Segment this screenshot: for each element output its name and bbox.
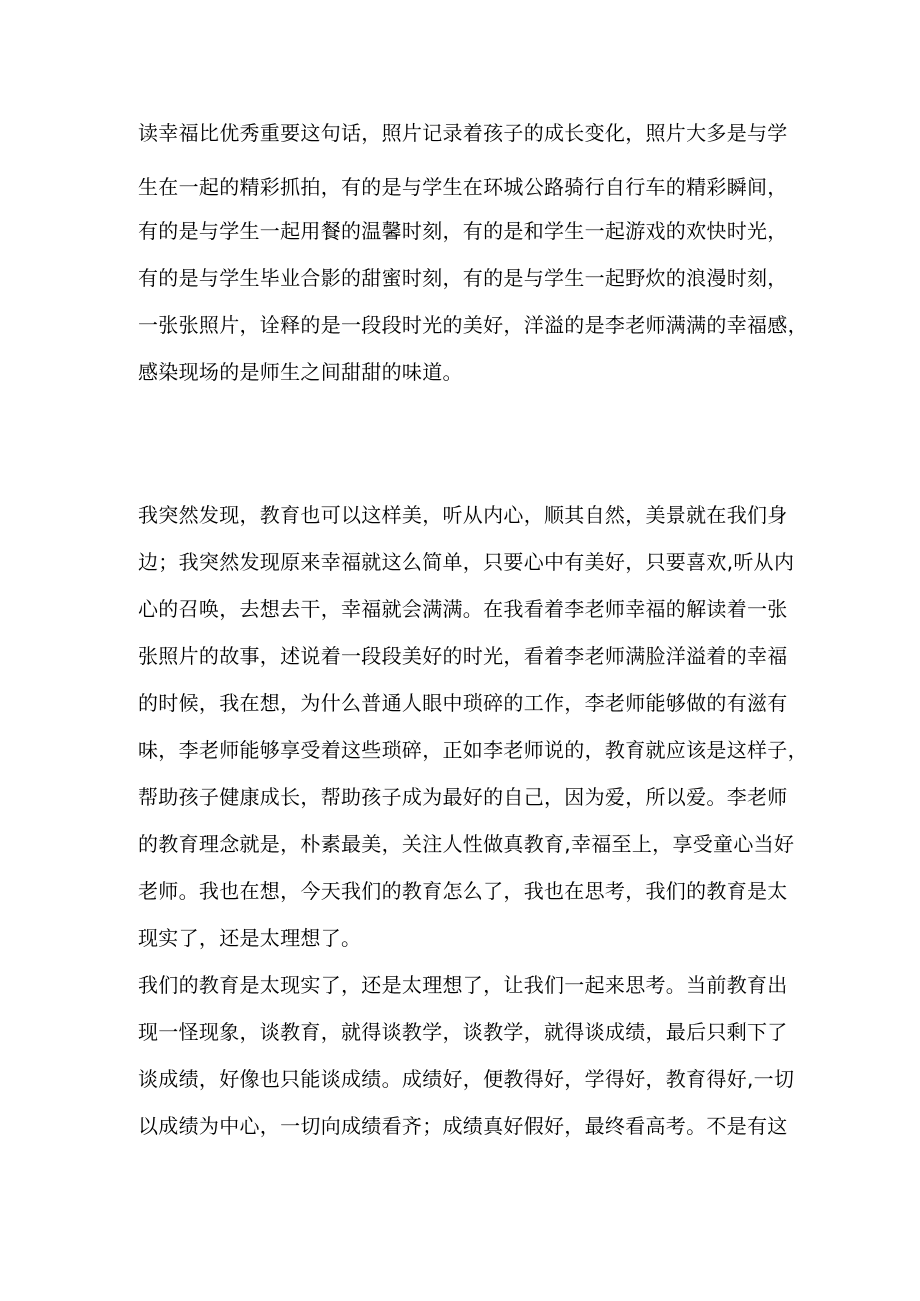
text-line: 谈成绩，好像也只能谈成绩。成绩好，便教得好，学得好，教育得好,一切 <box>138 1067 795 1091</box>
text-line: 感染现场的是师生之间甜甜的味道。 <box>138 360 463 384</box>
text-line: 读幸福比优秀重要这句话，照片记录着孩子的成长变化，照片大多是与学 <box>138 121 788 145</box>
text-line: 一张张照片，诠释的是一段段时光的美好，洋溢的是李老师满满的幸福感， <box>138 313 808 337</box>
text-line: 现实了，还是太理想了。 <box>138 926 362 950</box>
text-line: 现一怪现象，谈教育，就得谈教学，谈教学，就得谈成绩，最后只剩下了 <box>138 1020 788 1044</box>
text-line: 心的召唤，去想去干，幸福就会满满。在我看着李老师幸福的解读着一张 <box>138 597 788 621</box>
text-line: 的时候，我在想，为什么普通人眼中琐碎的工作，李老师能够做的有滋有 <box>138 691 788 715</box>
text-line: 的教育理念就是，朴素最美，关注人性做真教育,幸福至上，享受童心当好 <box>138 832 795 856</box>
text-line: 老师。我也在想，今天我们的教育怎么了，我也在思考，我们的教育是太 <box>138 879 788 903</box>
text-line: 有的是与学生毕业合影的甜蜜时刻，有的是与学生一起野炊的浪漫时刻， <box>138 266 788 290</box>
text-line: 张照片的故事，述说着一段段美好的时光，看着李老师满脸洋溢着的幸福 <box>138 644 788 668</box>
text-line: 味，李老师能够享受着这些琐碎，正如李老师说的，教育就应该是这样子， <box>138 738 808 762</box>
text-line: 帮助孩子健康成长，帮助孩子成为最好的自己，因为爱，所以爱。李老师 <box>138 785 788 809</box>
text-line: 生在一起的精彩抓拍，有的是与学生在环城公路骑行自行车的精彩瞬间， <box>138 175 788 199</box>
text-line: 有的是与学生一起用餐的温馨时刻，有的是和学生一起游戏的欢快时光， <box>138 219 788 243</box>
text-line: 我突然发现，教育也可以这样美，听从内心，顺其自然，美景就在我们身 <box>138 503 788 527</box>
text-line: 以成绩为中心，一切向成绩看齐；成绩真好假好，最终看高考。不是有这 <box>138 1114 788 1138</box>
text-line: 我们的教育是太现实了，还是太理想了，让我们一起来思考。当前教育出 <box>138 973 788 997</box>
text-line: 边；我突然发现原来幸福就这么简单，只要心中有美好，只要喜欢,听从内 <box>138 550 795 574</box>
